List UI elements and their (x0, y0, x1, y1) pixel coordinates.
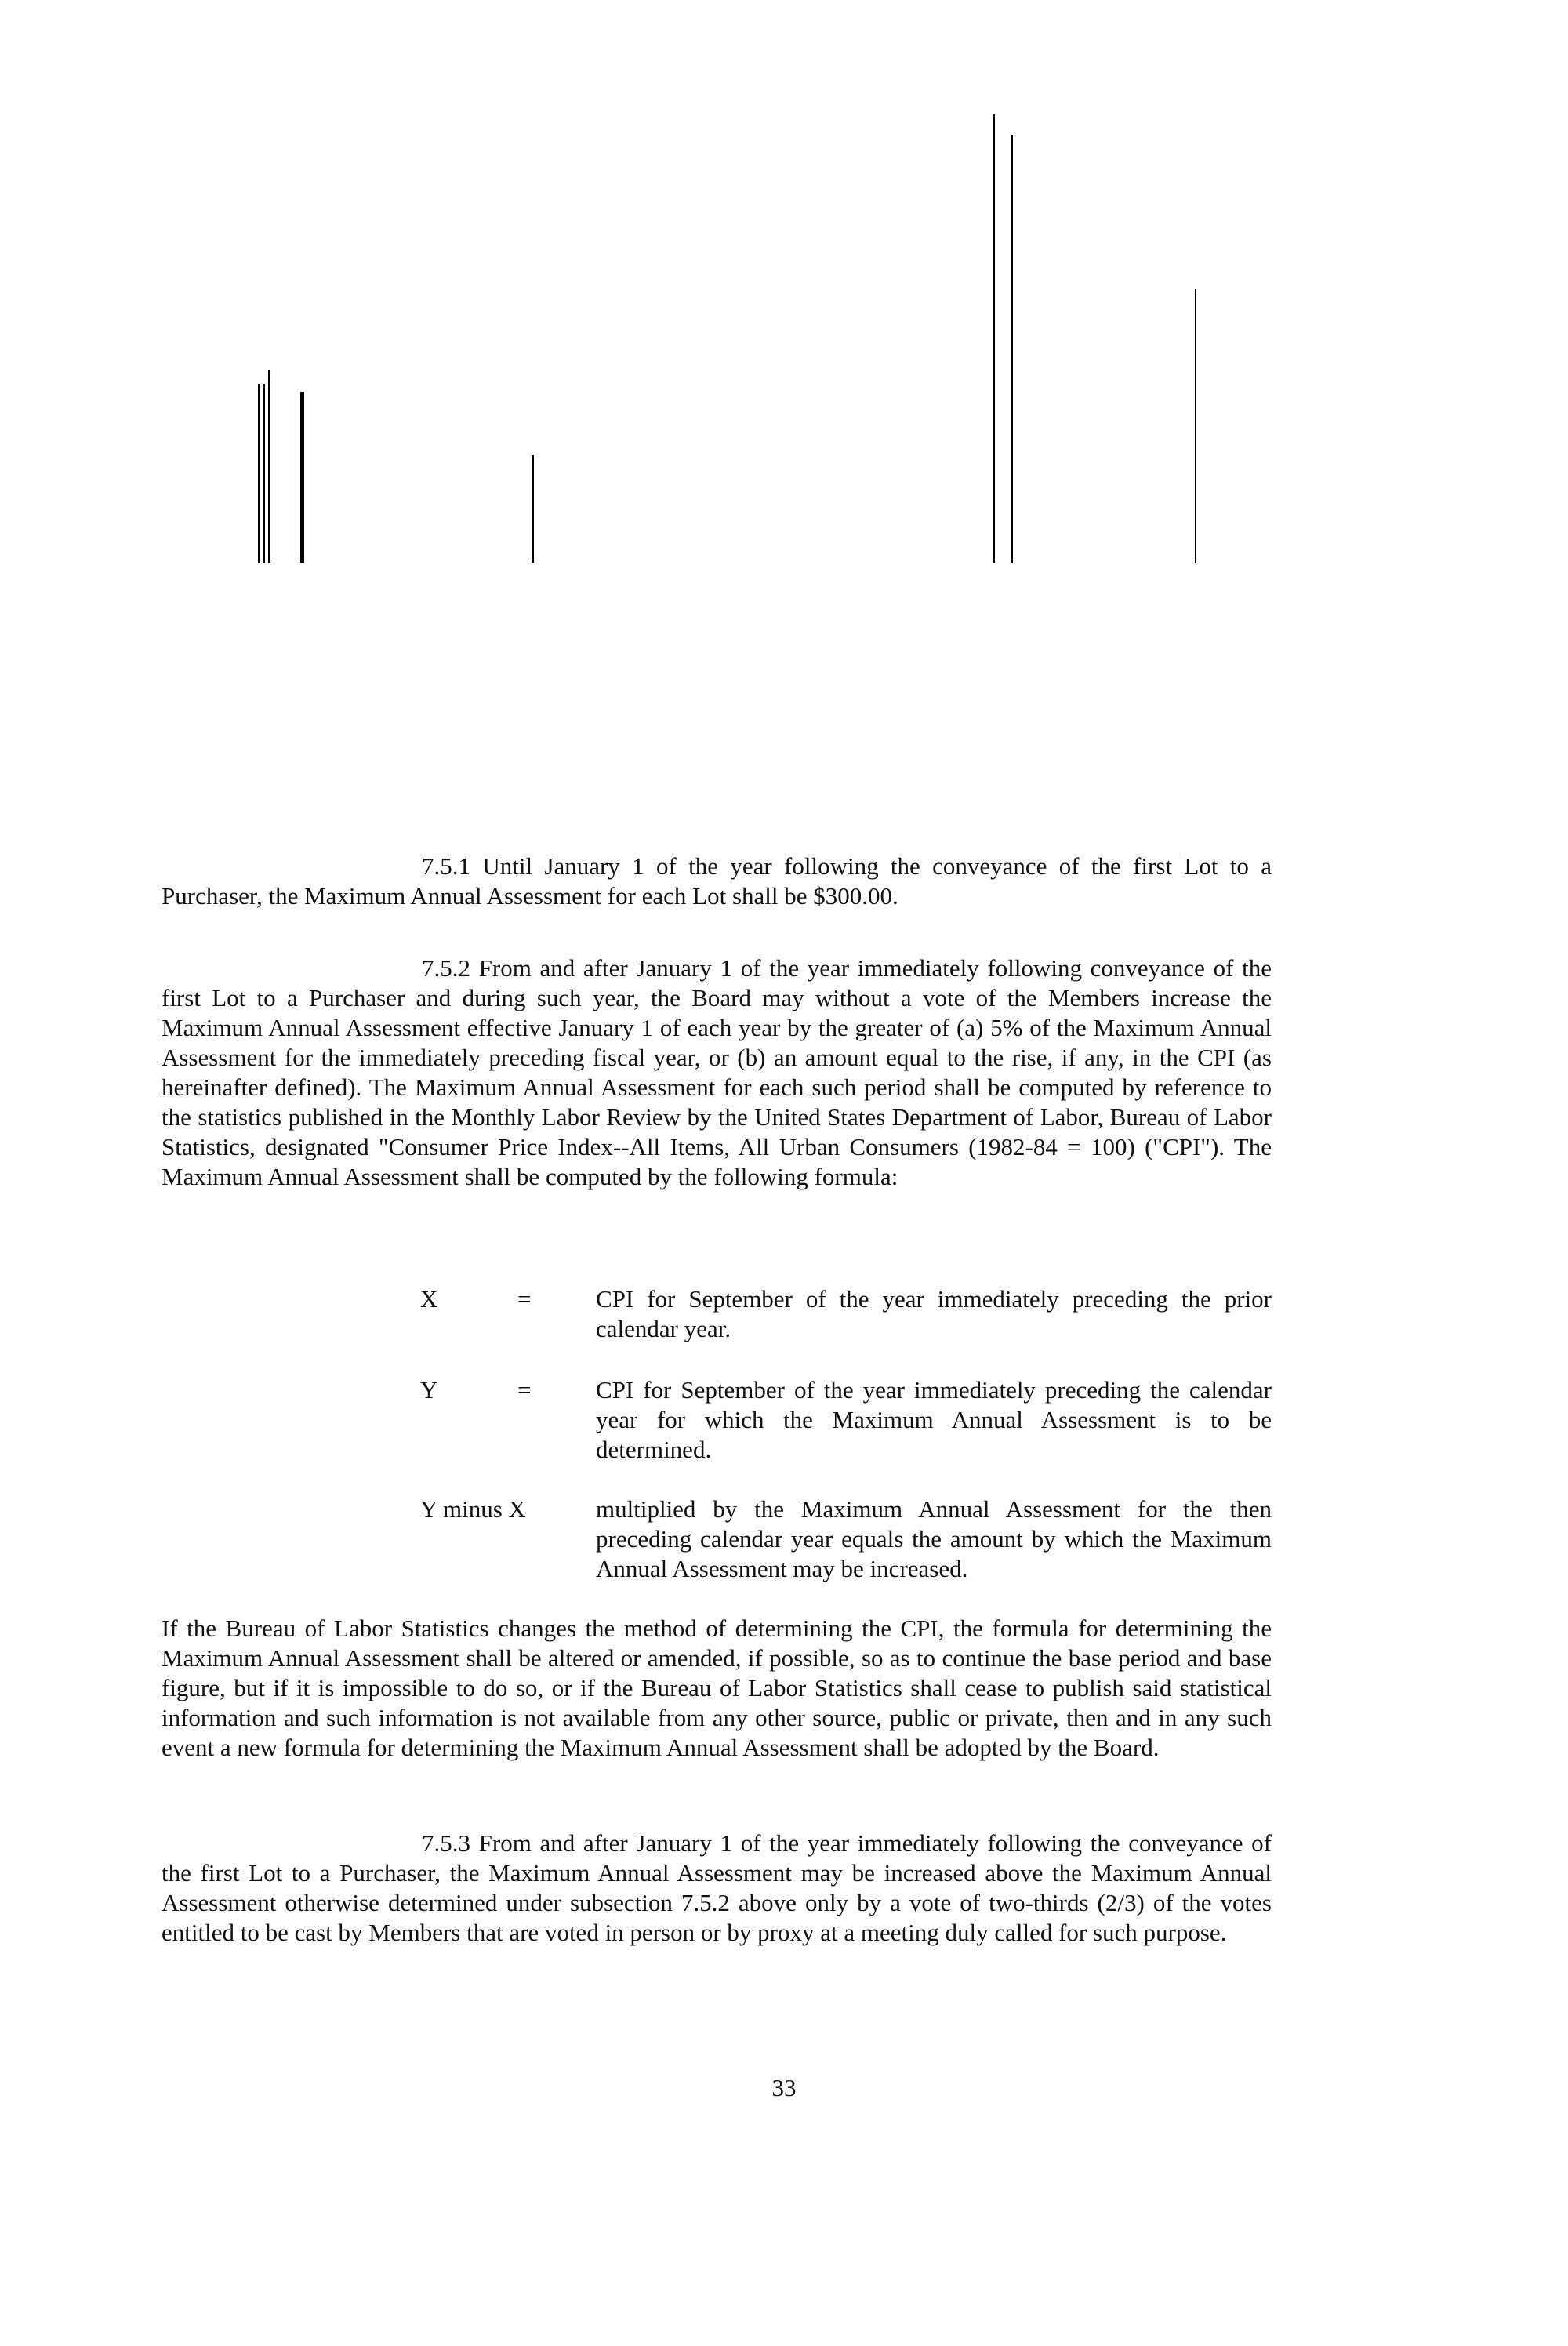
formula-definition: CPI for September of the year immediately preceding the prior calendar year. (596, 1285, 1272, 1342)
section-7-5-2: 7.5.2 From and after January 1 of the year immediately following conveyance of the first Lot to a Purchaser and during such year, the Board may without a vote of the Members increase the Maximum Annual Assessment effective January 1 of each year by the greater of (a) 5% of the Maximum Annual Assessment for the immediately preceding fiscal year, or (b) an amount equal to the rise, if any, in the CPI (as hereinafter defined). The Maximum Annual Assessment for each such period shall be computed by reference to the statistics published in the Monthly Labor Review by the United States Department of Labor, Bureau of Labor Statistics, designated "Consumer Price Index--All Items, All Urban Consumers (1982-84 = 100) ("CPI"). The Maximum Annual Assessment shall be computed by the following formula: (162, 954, 1272, 1190)
formula-equals: = (517, 1376, 532, 1404)
formula-term: Y (420, 1376, 438, 1404)
page-number: 33 (771, 2074, 797, 2101)
formula-equals: = (517, 1285, 532, 1313)
formula-term: Y minus X (420, 1495, 526, 1523)
formula-definition: CPI for September of the year immediately preceding the calendar year for which the Maximum Annual Assessment is to be determined. (596, 1376, 1272, 1463)
bls-paragraph: If the Bureau of Labor Statistics changes the method of determining the CPI, the formula for determining the Maximum Annual Assessment shall be altered or amended, if possible, so as to continue the base period and base figure, but if it is impossible to do so, or if the Bureau of Labor Statistics shall cease to publish said statistical information and such information is not available from any other source, public or private, then and in any such event a new formula for determining the Maximum Annual Assessment shall be adopted by the Board. (162, 1614, 1272, 1761)
section-7-5-3: 7.5.3 From and after January 1 of the year immediately following the conveyance of the first Lot to a Purchaser, the Maximum Annual Assessment may be increased above the Maximum Annual Assessment otherwise determined under subsection 7.5.2 above only by a vote of two-thirds (2/3) of the votes entitled to be cast by Members that are voted in person or by proxy at a meeting duly called for such purpose. (162, 1829, 1272, 1946)
formula-definition: multiplied by the Maximum Annual Assessment for the then preceding calendar year equals the amount by which the Maximum Annual Assessment may be increased. (596, 1495, 1272, 1582)
section-7-5-1: 7.5.1 Until January 1 of the year following the conveyance of the first Lot to a Purchaser, the Maximum Annual Assessment for each Lot shall be $300.00. (162, 852, 1272, 910)
formula-term: X (420, 1285, 438, 1313)
